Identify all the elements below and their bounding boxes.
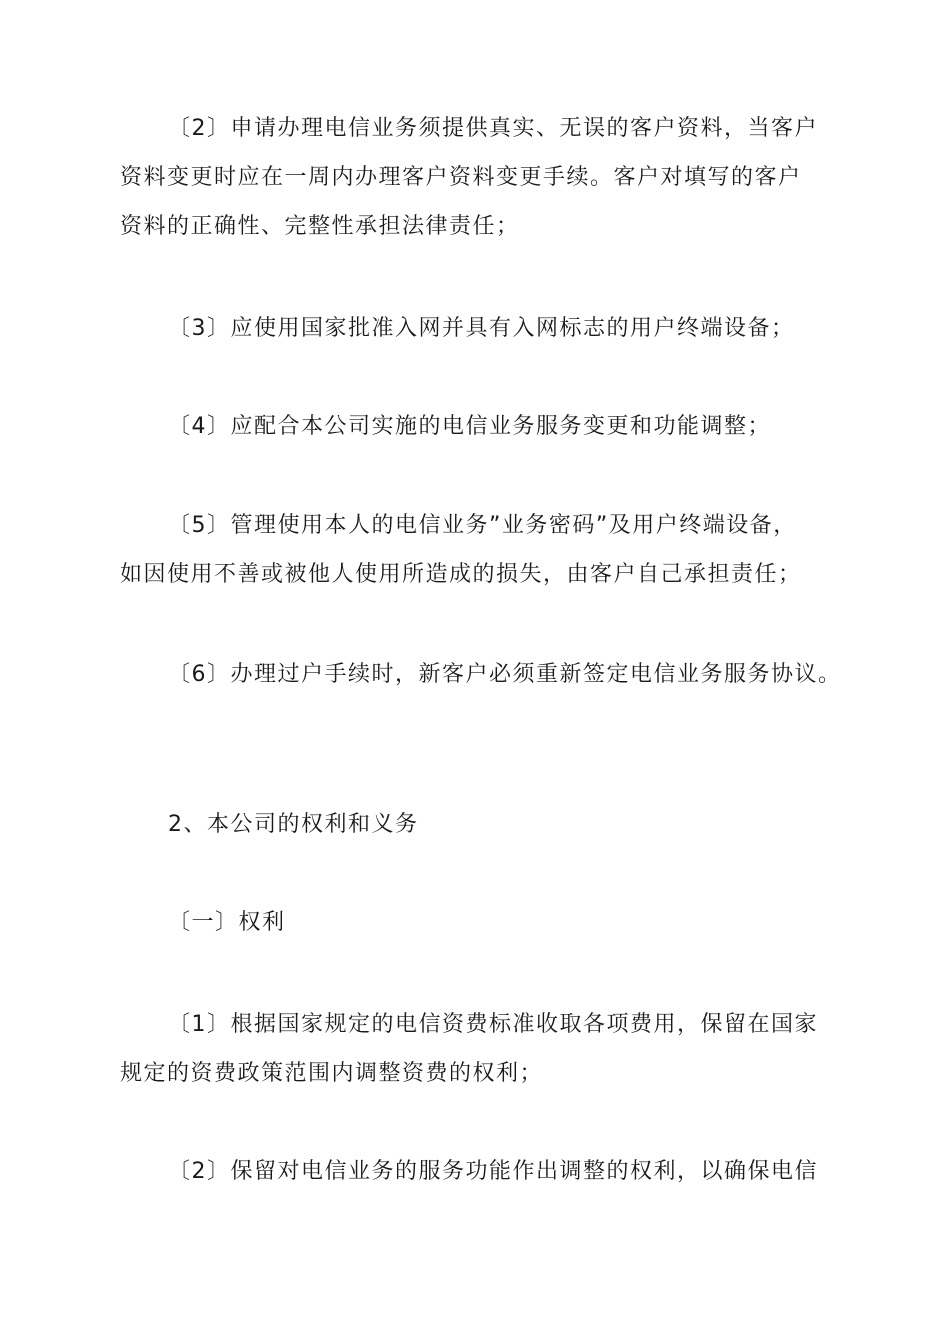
paragraph-line: 规定的资费政策范围内调整资费的权利； (120, 1061, 544, 1086)
paragraph-line: 〔2〕保留对电信业务的服务功能作出调整的权利，以确保电信 (168, 1159, 818, 1184)
paragraph-line: 资料的正确性、完整性承担法律责任； (120, 214, 520, 239)
subsection-heading-text: 〔一〕权利 (168, 910, 286, 935)
subsection-heading (120, 898, 840, 947)
paragraph-customer-info (120, 104, 840, 251)
paragraph-line: 〔4〕应配合本公司实施的电信业务服务变更和功能调整； (168, 414, 771, 439)
section-heading (120, 800, 840, 849)
paragraph-transfer (120, 650, 840, 699)
paragraph-line: 〔6〕办理过户手续时，新客户必须重新签定电信业务服务协议。 (168, 662, 842, 687)
paragraph-password-management (120, 501, 840, 599)
paragraph-tariff-rights (120, 1000, 840, 1098)
paragraph-terminal-equipment (120, 304, 840, 353)
paragraph-line: 资料变更时应在一周内办理客户资料变更手续。客户对填写的客户 (120, 165, 802, 190)
paragraph-line: 〔1〕根据国家规定的电信资费标准收取各项费用，保留在国家 (168, 1012, 818, 1037)
paragraph-function-adjustment (120, 1147, 840, 1196)
paragraph-line: 如因使用不善或被他人使用所造成的损失，由客户自己承担责任； (120, 562, 802, 587)
paragraph-line: 〔5〕管理使用本人的电信业务”业务密码”及用户终端设备， (168, 513, 797, 538)
paragraph-line: 〔2〕申请办理电信业务须提供真实、无误的客户资料，当客户 (168, 116, 818, 141)
section-heading-text: 2、本公司的权利和义务 (168, 812, 419, 837)
paragraph-line: 〔3〕应使用国家批准入网并具有入网标志的用户终端设备； (168, 316, 795, 341)
paragraph-service-changes (120, 402, 840, 451)
